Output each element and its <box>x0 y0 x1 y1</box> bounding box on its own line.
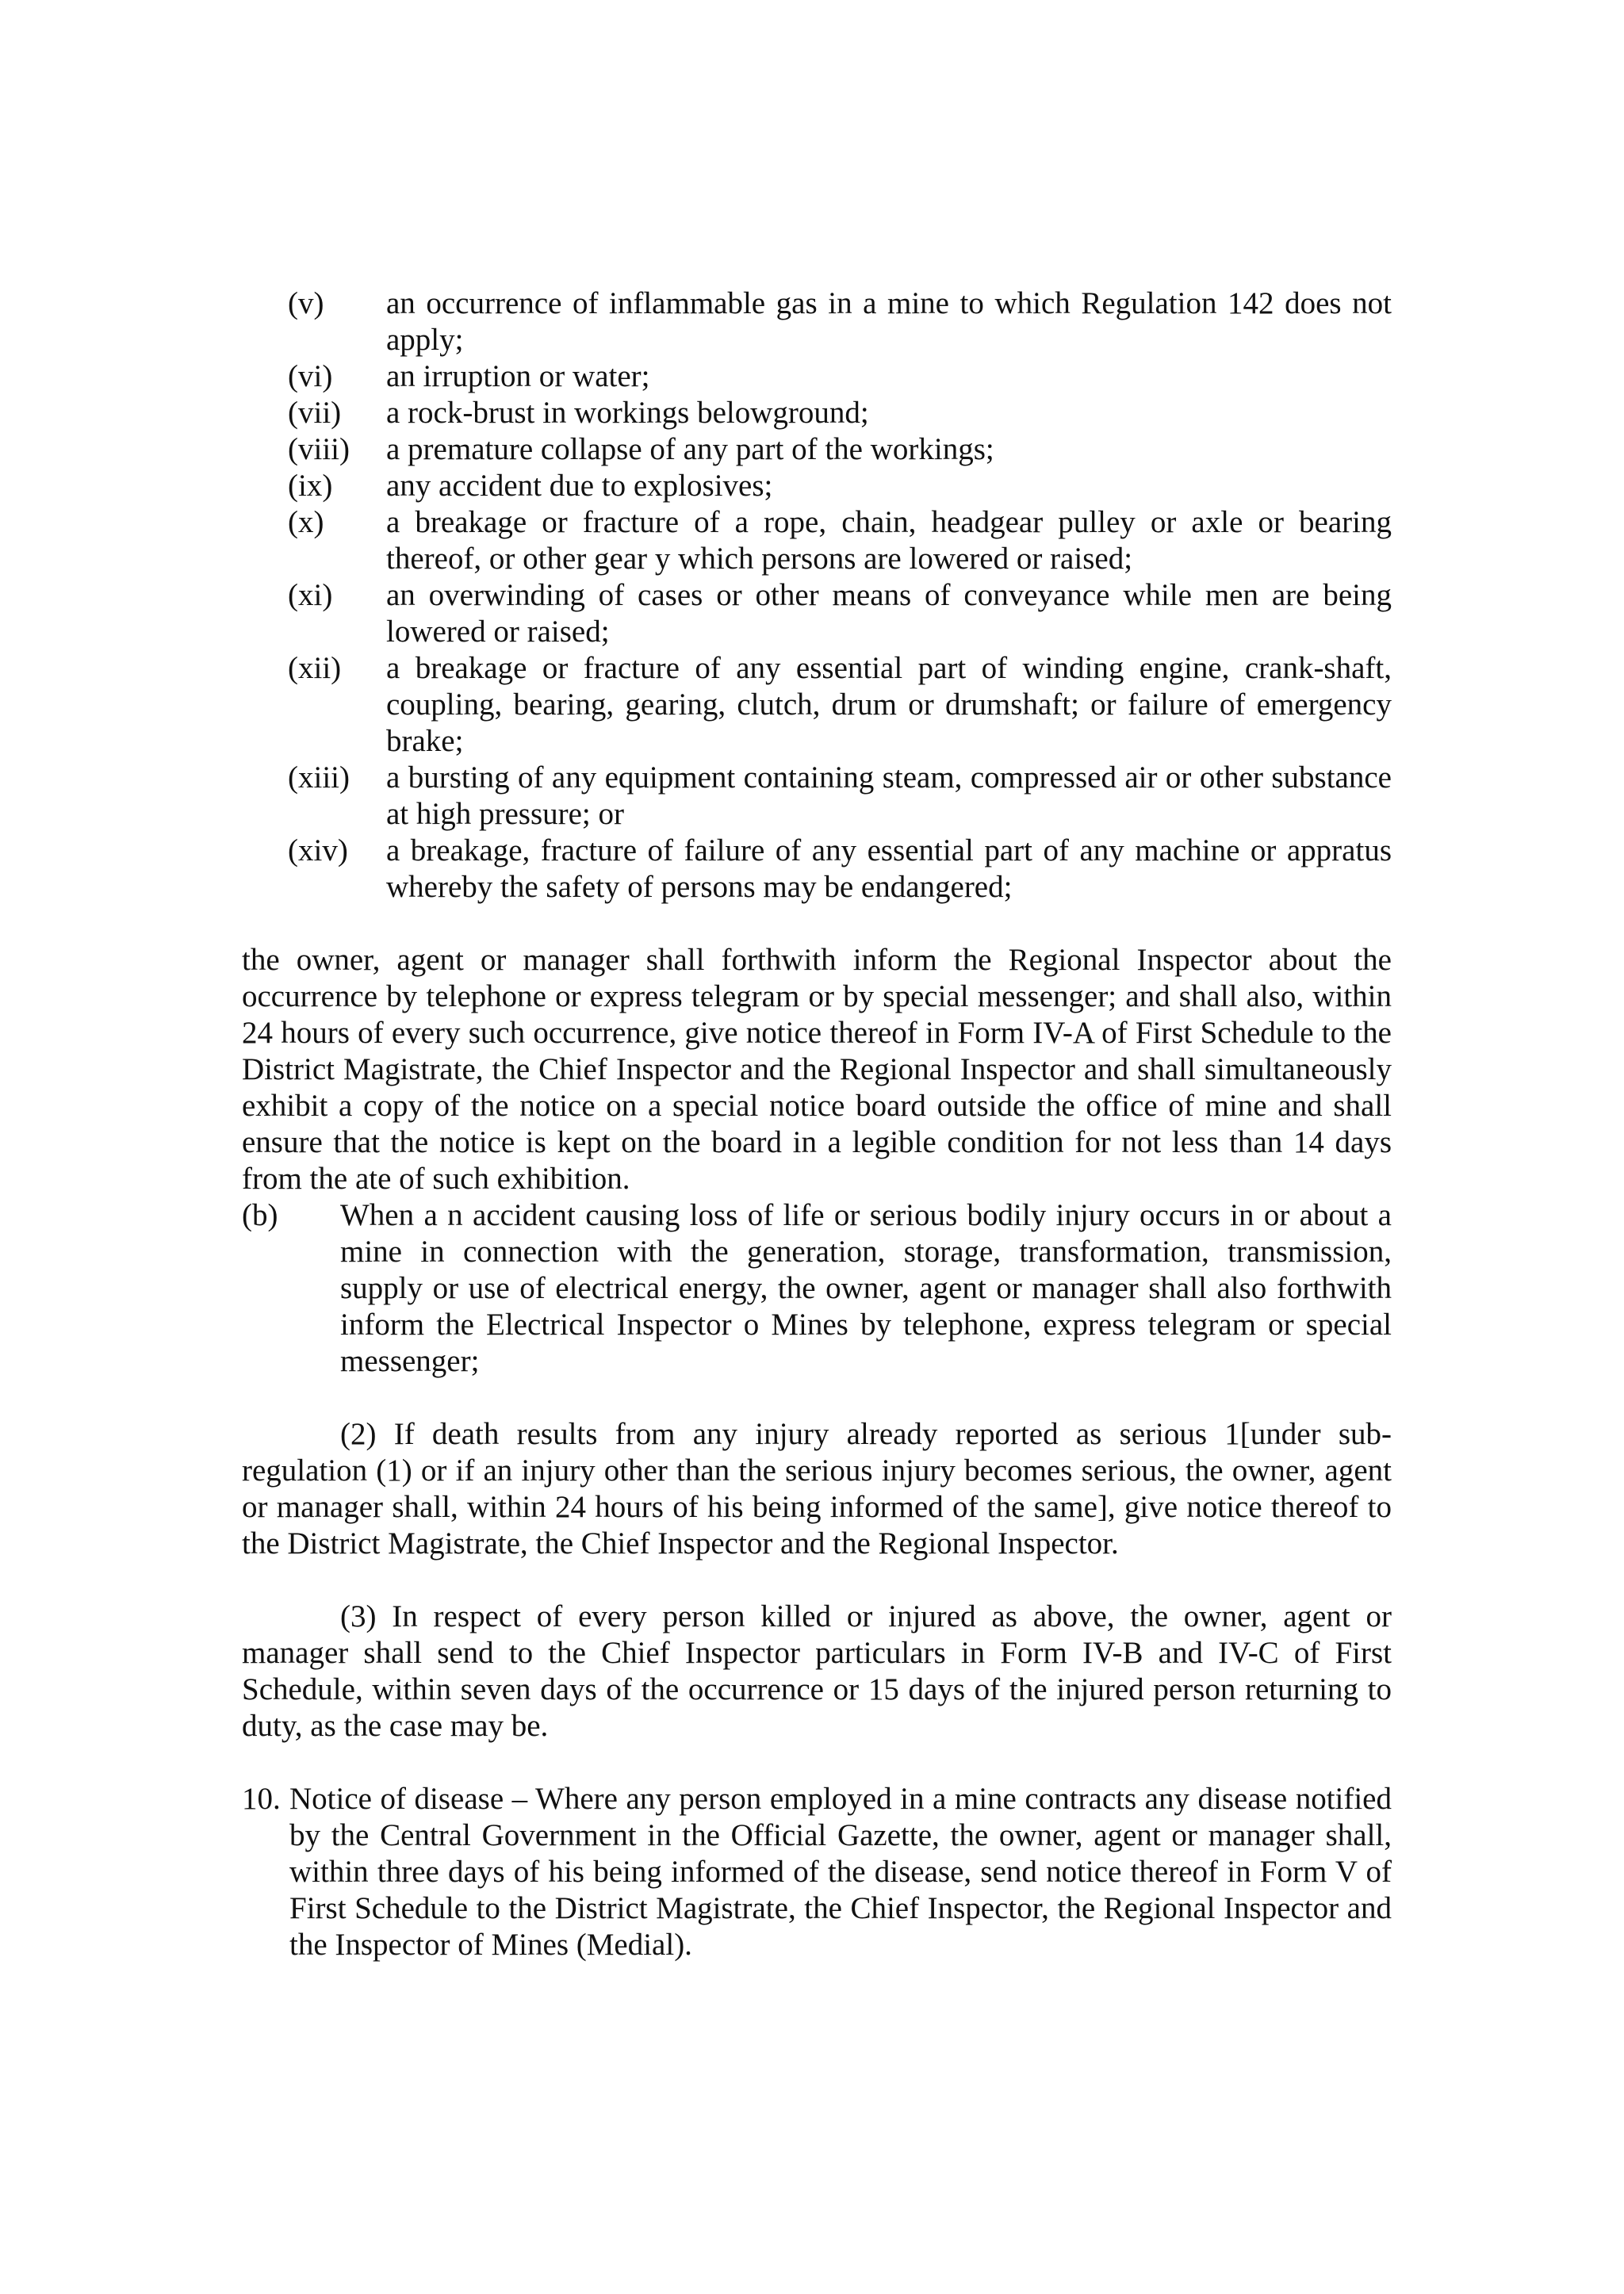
list-item-text: a breakage or fracture of a rope, chain, headgear pulley or axle or bearing thereof, or other gear y which persons are lowered or raised; <box>386 505 1392 576</box>
spacer <box>242 1562 1392 1599</box>
list-item-number: (xiii) <box>288 760 350 795</box>
subclause-b-label: (b) <box>242 1198 278 1232</box>
subregulation-3-paragraph: (3) In respect of every person killed or injured as above, the owner, agent or manager shall send to the Chief Inspector particulars in Form IV-B and IV-C of First Schedule, within seven days of the occurrence or 15 days of the injured person returning to duty, as the case may be. <box>242 1599 1392 1743</box>
list-item <box>242 833 1392 906</box>
spacer <box>242 1744 1392 1781</box>
list-item <box>242 395 1392 431</box>
list-item-text: an overwinding of cases or other means of conveyance while men are being lowered or raised; <box>386 578 1392 649</box>
list-item-text: a premature collapse of any part of the workings; <box>386 432 994 466</box>
owner-notice-paragraph: the owner, agent or manager shall forthwith inform the Regional Inspector about the occurrence by telephone or express telegram or by special messenger; and shall also, within 24 hours of every such occurrence, give notice thereof in Form IV-A of First Schedule to the District Magistrate, the Chief Inspector and the Regional Inspector and shall simultaneously exhibit a copy of the notice on a special notice board outside the office of mine and shall ensure that the notice is kept on the board in a legible condition for not less than 14 days from the ate of such exhibition. <box>242 943 1392 1196</box>
list-item-number: (v) <box>288 286 324 320</box>
list-item-number: (viii) <box>288 432 350 466</box>
list-item-number: (vi) <box>288 359 333 393</box>
subclause-b-text: When a n accident causing loss of life or serious bodily injury occurs in or about a mine in connection with the generation, storage, transformation, transmission, supply or use of electrical energy, the owner, agent or manager shall also forthwith inform the Electrical Inspector o Mines by telephone, express telegram or special messenger; <box>340 1198 1392 1378</box>
list-item <box>242 431 1392 468</box>
list-item <box>242 760 1392 833</box>
list-item-text: any accident due to explosives; <box>386 469 773 503</box>
list-item <box>242 577 1392 650</box>
regulation-10-text: Notice of disease – Where any person employed in a mine contracts any disease notified by the Central Government in the Official Gazette, the owner, agent or manager shall, within three days of his being informed of the disease, send notice thereof in Form V of First Schedule to the District Magistrate, the Chief Inspector, the Regional Inspector and the Inspector of Mines (Medial). <box>289 1782 1392 1962</box>
list-item <box>242 650 1392 760</box>
occurrence-list <box>242 285 1392 906</box>
subregulation-2-paragraph: (2) If death results from any injury already reported as serious 1[under sub-regulation (1) or if an injury other than the serious injury becomes serious, the owner, agent or manager shall, within 24 hours of his being informed of the same], give notice thereof to the District Magistrate, the Chief Inspector and the Regional Inspector. <box>242 1417 1392 1561</box>
spacer <box>242 906 1392 942</box>
list-item <box>242 358 1392 395</box>
list-item-text: a breakage, fracture of failure of any essential part of any machine or appratus whereby the safety of persons may be endangered; <box>386 833 1392 904</box>
list-item-text: a bursting of any equipment containing steam, compressed air or other substance at high pressure; or <box>386 760 1392 831</box>
list-item-text: an irruption or water; <box>386 359 650 393</box>
list-item-number: (xii) <box>288 651 342 685</box>
list-item <box>242 504 1392 577</box>
list-item-number: (ix) <box>288 469 333 503</box>
page-body <box>242 285 1392 1963</box>
list-item <box>242 468 1392 504</box>
subclause-b <box>242 1197 1392 1380</box>
list-item-number: (x) <box>288 505 324 539</box>
regulation-10-number: 10. <box>242 1782 281 1816</box>
list-item-number: (vii) <box>288 396 342 430</box>
list-item-text: a breakage or fracture of any essential part of winding engine, crank-shaft, coupling, bearing, gearing, clutch, drum or drumshaft; or failure of emergency brake; <box>386 651 1392 758</box>
list-item-number: (xi) <box>288 578 333 612</box>
spacer <box>242 1380 1392 1416</box>
list-item-number: (xiv) <box>288 833 348 867</box>
regulation-10 <box>242 1781 1392 1963</box>
list-item <box>242 285 1392 358</box>
list-item-text: a rock-brust in workings belowground; <box>386 396 869 430</box>
list-item-text: an occurrence of inflammable gas in a mine to which Regulation 142 does not apply; <box>386 286 1392 357</box>
